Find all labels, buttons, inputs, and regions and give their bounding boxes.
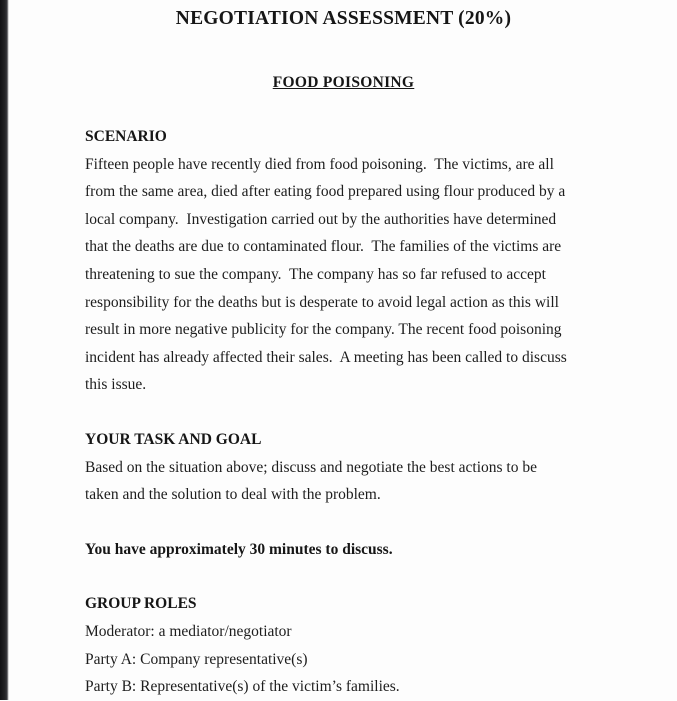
task-paragraph <box>85 454 602 509</box>
scenario-heading: SCENARIO <box>85 128 167 145</box>
group-roles-heading: GROUP ROLES <box>85 595 197 613</box>
group-roles-list <box>85 618 602 701</box>
text-line: Party B: Representative(s) of the victim’s families. <box>85 678 400 696</box>
task-heading: YOUR TASK AND GOAL <box>85 430 262 448</box>
text-line: incident has already affected their sales. A meeting has been called to discuss <box>85 348 567 366</box>
text-line: that the deaths are due to contaminated flour. The families of the victims are <box>85 238 562 256</box>
text-line: Fifteen people have recently died from food poisoning. The victims, are all <box>85 155 554 173</box>
document-title: NEGOTIATION ASSESSMENT (20%) <box>175 8 512 29</box>
text-line: result in more negative publicity for the company. The recent food poisoning <box>85 321 562 339</box>
text-line: responsibility for the deaths but is desperate to avoid legal action as this will <box>85 293 559 311</box>
text-line: Based on the situation above; discuss and negotiate the best actions to be <box>85 458 537 476</box>
scenario-paragraph <box>85 151 602 399</box>
text-line: threatening to sue the company. The company has so far refused to accept <box>85 265 546 283</box>
text-line: Party A: Company representative(s) <box>85 650 308 668</box>
text-line: taken and the solution to deal with the problem. <box>85 486 381 504</box>
scan-edge-strip <box>0 0 9 700</box>
time-note: You have approximately 30 minutes to discuss. <box>85 540 393 558</box>
text-line: this issue. <box>85 376 147 394</box>
text-line: local company. Investigation carried out by the authorities have determined <box>85 210 557 228</box>
document-content <box>85 0 602 701</box>
text-line: Moderator: a mediator/negotiator <box>85 622 292 640</box>
document-subtitle: FOOD POISONING <box>272 74 415 91</box>
text-line: from the same area, died after eating food prepared using flour produced by a <box>85 183 566 201</box>
